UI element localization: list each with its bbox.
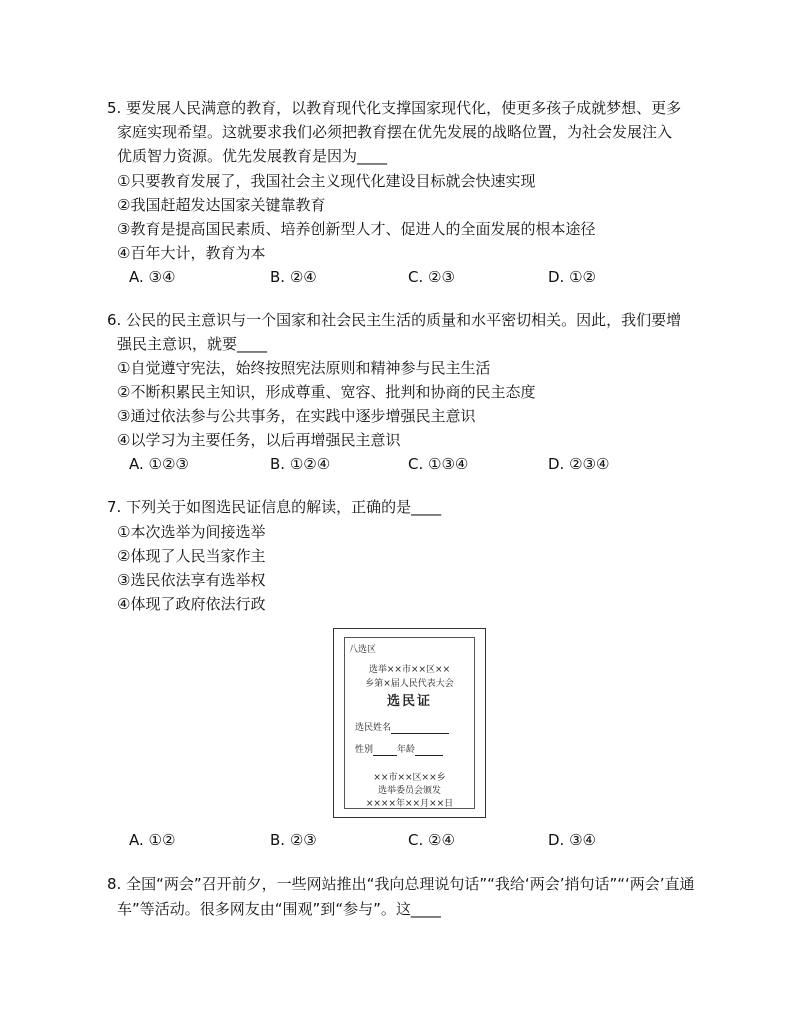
q5-stem-line-1: 5. 要发展人民满意的教育，以教育现代化支撑国家现代化，使更多孩子成就梦想、更多	[107, 99, 682, 117]
q5-item-1: ①只要教育发展了，我国社会主义现代化建设目标就会快速实现	[117, 172, 536, 190]
voter-card-image	[333, 628, 486, 818]
q7-option-b[interactable]: B. ②③	[270, 831, 317, 849]
q5-option-b[interactable]: B. ②④	[270, 268, 317, 286]
q8-stem-line-2: 车”等活动。很多网友由“围观”到“参与”。这____	[117, 900, 441, 918]
q6-item-2: ②不断积累民主知识，形成尊重、宽容、批判和协商的民主态度	[117, 383, 536, 401]
q6-item-4: ④以学习为主要任务，以后再增强民主意识	[117, 431, 401, 449]
q7-option-c[interactable]: C. ②④	[408, 831, 455, 849]
q5-option-a[interactable]: A. ③④	[129, 268, 176, 286]
voter-card-gender-label: 性别	[355, 745, 374, 755]
voter-card-footer-2: 选举委员会颁发	[377, 786, 441, 796]
q5-stem-line-2: 家庭实现希望。这就要求我们必须把教育摆在优先发展的战略位置，为社会发展注入	[117, 123, 673, 141]
voter-card-name-label: 选民姓名	[355, 723, 392, 733]
voter-card-footer-3: ××××年××月××日	[365, 799, 454, 809]
q6-item-3: ③通过依法参与公共事务，在实践中逐步增强民主意识	[117, 407, 476, 425]
q6-stem-line-2: 强民主意识，就要____	[117, 335, 268, 353]
q5-option-c[interactable]: C. ②③	[408, 268, 455, 286]
q7-item-1: ①本次选举为间接选举	[117, 523, 266, 541]
voter-card-gender-blank	[373, 745, 397, 756]
voter-card-age-label: 年龄	[397, 745, 416, 755]
q6-option-c[interactable]: C. ①③④	[408, 455, 469, 473]
q8-stem-line-1: 8. 全国“两会”召开前夕，一些网站推出“我向总理说句话”“我给‘两会’捎句话”“‘两会’直通	[107, 875, 695, 893]
voter-card-border	[344, 637, 475, 809]
voter-card-name-row	[345, 722, 474, 734]
q7-item-2: ②体现了人民当家作主	[117, 547, 266, 565]
q6-option-a[interactable]: A. ①②③	[129, 455, 189, 473]
voter-card-title: 选民证	[386, 694, 432, 709]
voter-card-district: 八选区	[349, 645, 377, 655]
voter-card-footer-1: ××市××区××乡	[373, 773, 446, 783]
voter-card-line-1: 选举××市××区××	[368, 665, 451, 675]
q7-option-a[interactable]: A. ①②	[129, 831, 176, 849]
q7-stem-line-1: 7. 下列关于如图选民证信息的解读，正确的是____	[107, 498, 442, 516]
voter-card-line-2: 乡第×届人民代表大会	[365, 679, 454, 689]
q5-item-2: ②我国赶超发达国家关键靠教育	[117, 196, 326, 214]
q7-item-3: ③选民依法享有选举权	[117, 571, 266, 589]
q7-item-4: ④体现了政府依法行政	[117, 595, 266, 613]
voter-card-name-blank	[391, 723, 449, 734]
q6-option-b[interactable]: B. ①②④	[270, 455, 331, 473]
q5-item-4: ④百年大计，教育为本	[117, 244, 266, 262]
q6-item-1: ①自觉遵守宪法，始终按照宪法原则和精神参与民主生活	[117, 359, 491, 377]
voter-card-age-blank	[415, 745, 443, 756]
q7-option-d[interactable]: D. ③④	[548, 831, 596, 849]
q6-option-d[interactable]: D. ②③④	[548, 455, 610, 473]
q5-stem-line-3: 优质智力资源。优先发展教育是因为____	[117, 147, 388, 165]
q6-stem-line-1: 6. 公民的民主意识与一个国家和社会民主生活的质量和水平密切相关。因此，我们要增	[107, 311, 682, 329]
voter-card-gender-age-row	[345, 744, 474, 756]
q5-option-d[interactable]: D. ①②	[548, 268, 596, 286]
q5-item-3: ③教育是提高国民素质、培养创新型人才、促进人的全面发展的根本途径	[117, 220, 596, 238]
